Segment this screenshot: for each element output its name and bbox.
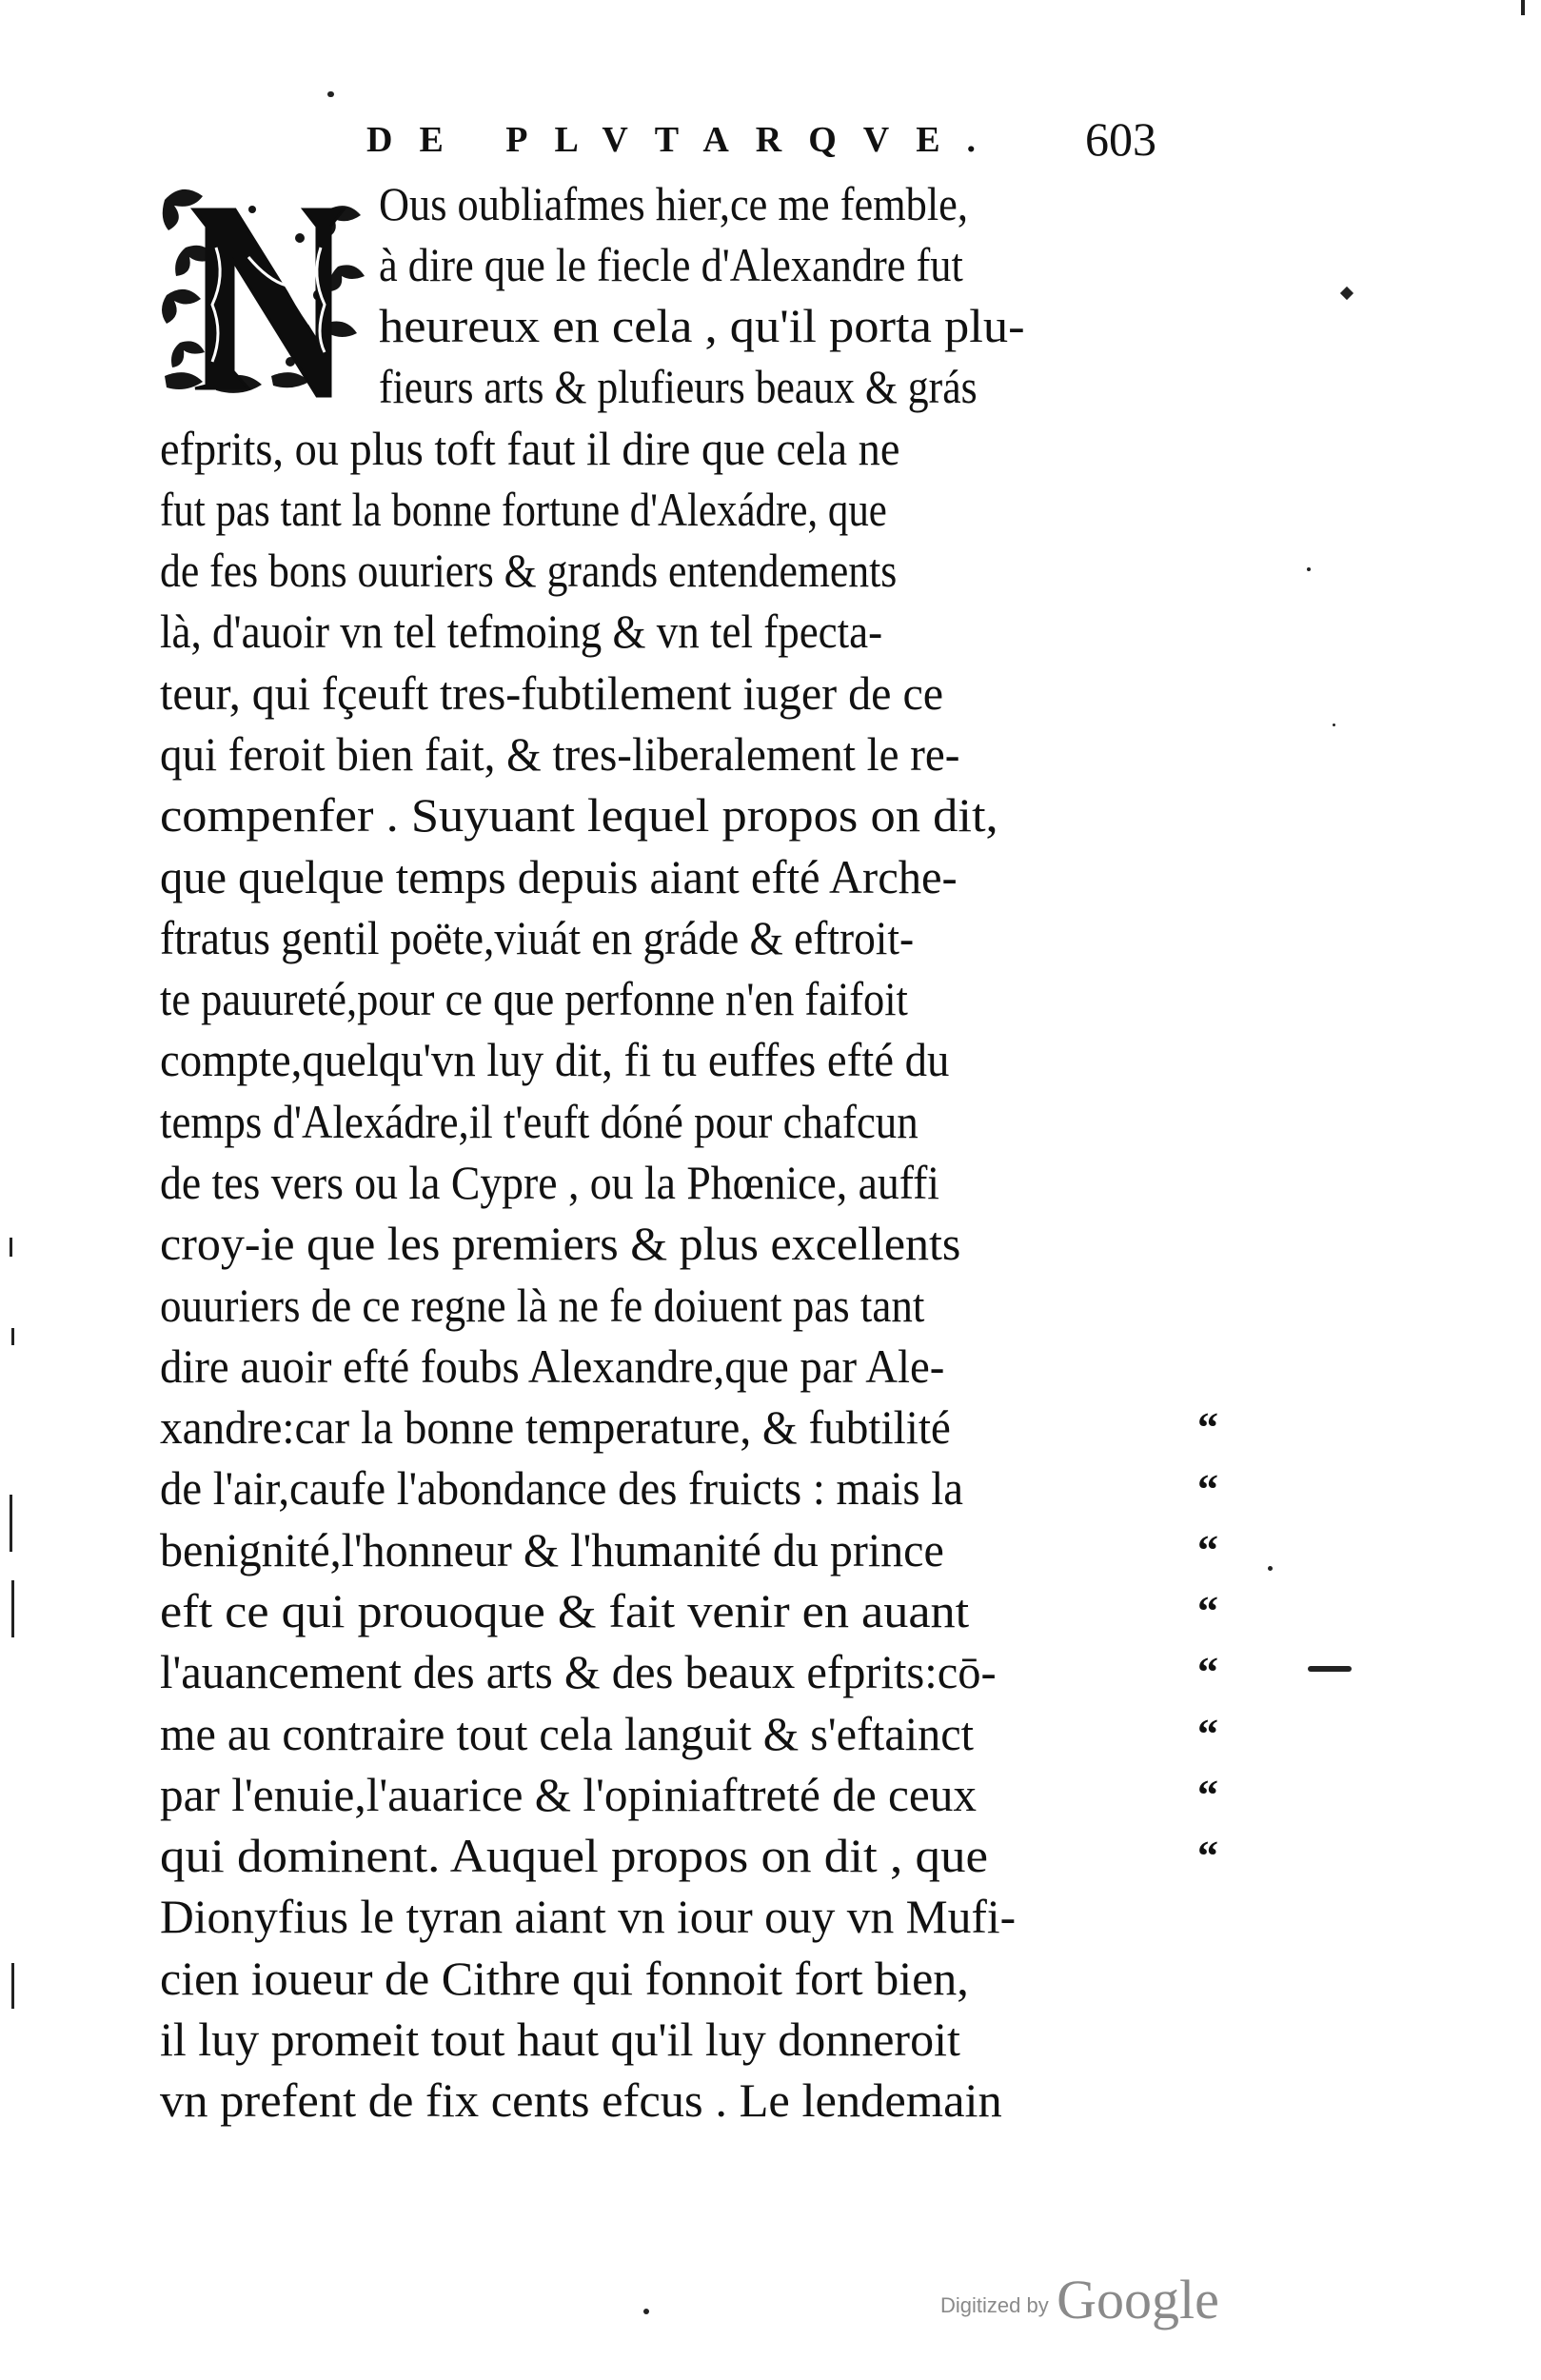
left-edge-mark <box>11 1328 14 1345</box>
text-line: fieurs arts & plufieurs beaux & grás <box>379 360 978 413</box>
text-line: Ous oubliafmes hier,ce me femble, <box>379 177 968 230</box>
left-edge-mark <box>10 1238 12 1257</box>
text-line: Dionyfius le tyran aiant vn iour ouy vn Mufi- <box>160 1890 1017 1943</box>
running-title: DE PLVTARQVE. <box>366 120 1003 160</box>
margin-speck <box>1340 287 1353 300</box>
quote-mark: “ <box>1197 1649 1218 1696</box>
text-line: teur, qui fçeuft tres-fubtilement iuger de ce <box>160 666 944 720</box>
margin-speck <box>1268 1566 1273 1571</box>
text-line: à dire que le fiecle d'Alexandre fut <box>379 238 963 291</box>
digitized-prefix: Digitized by <box>940 2293 1049 2317</box>
quote-mark: “ <box>1197 1772 1218 1818</box>
margin-speck <box>1333 724 1335 726</box>
text-line: me au contraire tout cela languit & s'eftainct <box>160 1707 974 1760</box>
text-line: ftratus gentil poëte,viuát en gráde & eftroit- <box>160 911 915 964</box>
margin-dash <box>1308 1666 1352 1672</box>
text-line: efprits, ou plus toft faut il dire que cela ne <box>160 422 900 475</box>
left-edge-mark <box>11 1963 14 2009</box>
text-line: te pauureté,pour ce que perfonne n'en faifoit <box>160 972 908 1025</box>
margin-speck <box>1307 567 1311 571</box>
text-line: dire auoir efté foubs Alexandre,que par Ale- <box>160 1339 945 1393</box>
digitized-watermark <box>940 2268 1219 2331</box>
quote-mark: “ <box>1197 1466 1218 1513</box>
text-line: que quelque temps depuis aiant efté Arche- <box>160 850 958 903</box>
text-line: eft ce qui prouoque & fait venir en auant <box>160 1584 970 1637</box>
ornamental-initial <box>157 181 376 405</box>
text-line: fut pas tant la bonne fortune d'Alexádre, que <box>160 483 887 536</box>
text-line: de tes vers ou la Cypre , ou la Phœnice, auffi <box>160 1156 940 1209</box>
bottom-speck <box>643 2309 649 2314</box>
text-line: là, d'auoir vn tel tefmoing & vn tel fpecta- <box>160 605 883 658</box>
text-line: xandre:car la bonne temperature, & fubtilité <box>160 1400 951 1454</box>
text-line: il luy promeit tout haut qu'il luy donneroit <box>160 2013 960 2066</box>
text-line: compenfer . Suyuant lequel propos on dit, <box>160 788 998 842</box>
drop-cap-n-icon <box>157 181 376 405</box>
text-line: l'auancement des arts & des beaux efprits:cō- <box>160 1645 997 1698</box>
text-line: compte,quelqu'vn luy dit, fi tu euffes efté du <box>160 1033 950 1086</box>
text-line: qui dominent. Auquel propos on dit , que <box>160 1829 989 1882</box>
left-edge-mark <box>10 1495 12 1552</box>
digitized-brand: Google <box>1057 2269 1219 2330</box>
quote-mark: “ <box>1197 1527 1218 1574</box>
quote-mark: “ <box>1197 1833 1218 1879</box>
text-line: de fes bons ouuriers & grands entendements <box>160 544 898 597</box>
quote-mark: “ <box>1197 1711 1218 1757</box>
left-edge-mark <box>11 1580 14 1637</box>
page-number: 603 <box>1085 112 1156 166</box>
quote-mark: “ <box>1197 1404 1218 1451</box>
text-line: qui feroit bien fait, & tres-liberalement le re- <box>160 727 960 781</box>
top-speck <box>327 91 334 97</box>
text-line: vn prefent de fix cents efcus . Le lendemain <box>160 2073 1002 2127</box>
text-line: cien ioueur de Cithre qui fonnoit fort bien, <box>160 1952 969 2005</box>
quote-mark: “ <box>1197 1588 1218 1635</box>
text-line: par l'enuie,l'auarice & l'opiniaftreté de ceux <box>160 1768 977 1821</box>
text-line: heureux en cela , qu'il porta plu- <box>379 299 1025 352</box>
text-line: ouuriers de ce regne là ne fe doiuent pas tant <box>160 1279 925 1332</box>
text-line: croy-ie que les premiers & plus excellents <box>160 1217 961 1270</box>
text-line: temps d'Alexádre,il t'euft dóné pour chafcun <box>160 1095 919 1148</box>
right-edge-mark <box>1521 0 1525 15</box>
text-line: benignité,l'honneur & l'humanité du prince <box>160 1523 944 1577</box>
text-line: de l'air,caufe l'abondance des fruicts : mais la <box>160 1461 963 1515</box>
